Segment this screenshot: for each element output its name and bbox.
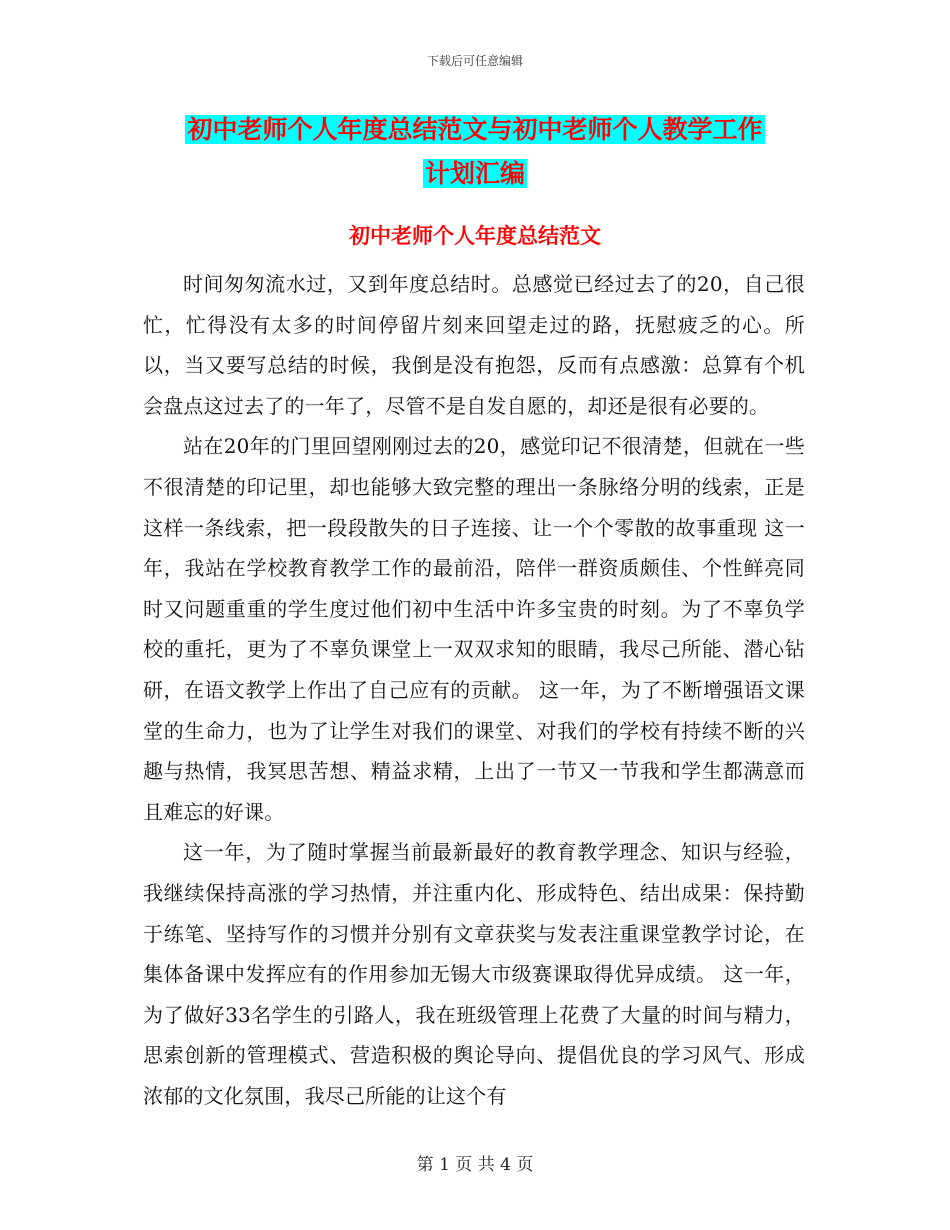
section-title: 初中老师个人年度总结范文 [349,223,601,248]
page-number: 第 1 页 共 4 页 [416,1155,534,1175]
header-note: 下载后可任意编辑 [426,54,523,68]
paragraph: 站在20年的门里回望刚刚过去的20，感觉印记不很清楚，但就在一些不很清楚的印记里，却也能够大致完整的理出一条脉络分明的线索，正是这样一条线索，把一段段散失的日子连接、让一个个零散的故事重现 这一年，我站在学校教育教学工作的最前沿，陪伴一群资质颇佳、个性鲜亮同时又问题重重的学生度过他们初中生活中许多宝贵的时刻。为了不辜负学校的重托，更为了不辜负课堂上一双双求知的眼睛，我尽己所能、潜心钻研，在语文教学上作出了自己应有的贡献。 这一年，为了不断增强语文课堂的生命力，也为了让学生对我们的课堂、对我们的学校有持续不断的兴趣与热情，我冥思苦想、精益求精，上出了一节又一节我和学生都满意而且难忘的好课。 [143,434,805,824]
document-title-line2: 计划汇编 [424,159,525,188]
document-title-line1: 初中老师个人年度总结范文与初中老师个人教学工作 [187,115,763,144]
paragraph: 这一年，为了随时掌握当前最新最好的教育教学理念、知识与经验，我继续保持高涨的学习热情，并注重内化、形成特色、结出成果：保持勤于练笔、坚持写作的习惯并分别有文章获奖与发表注重课堂教学讨论，在集体备课中发挥应有的作用参加无锡大市级赛课取得优异成绩。 这一年，为了做好33名学生的引路人，我在班级管理上花费了大量的时间与精力，思索创新的管理模式、营造积极的舆论导向、提倡优良的学习风气、形成浓郁的文化氛围，我尽己所能的让这个有 [143,840,805,1108]
document-title [140,108,810,196]
body-text [143,264,805,1116]
paragraph: 时间匆匆流水过，又到年度总结时。总感觉已经过去了的20，自己很忙，忙得没有太多的时间停留片刻来回望走过的路，抚慰疲乏的心。所以，当又要写总结的时候，我倒是没有抱怨，反而有点感激：总算有个机会盘点这过去了的一年了，尽管不是自发自愿的，却还是很有必要的。 [143,272,805,418]
